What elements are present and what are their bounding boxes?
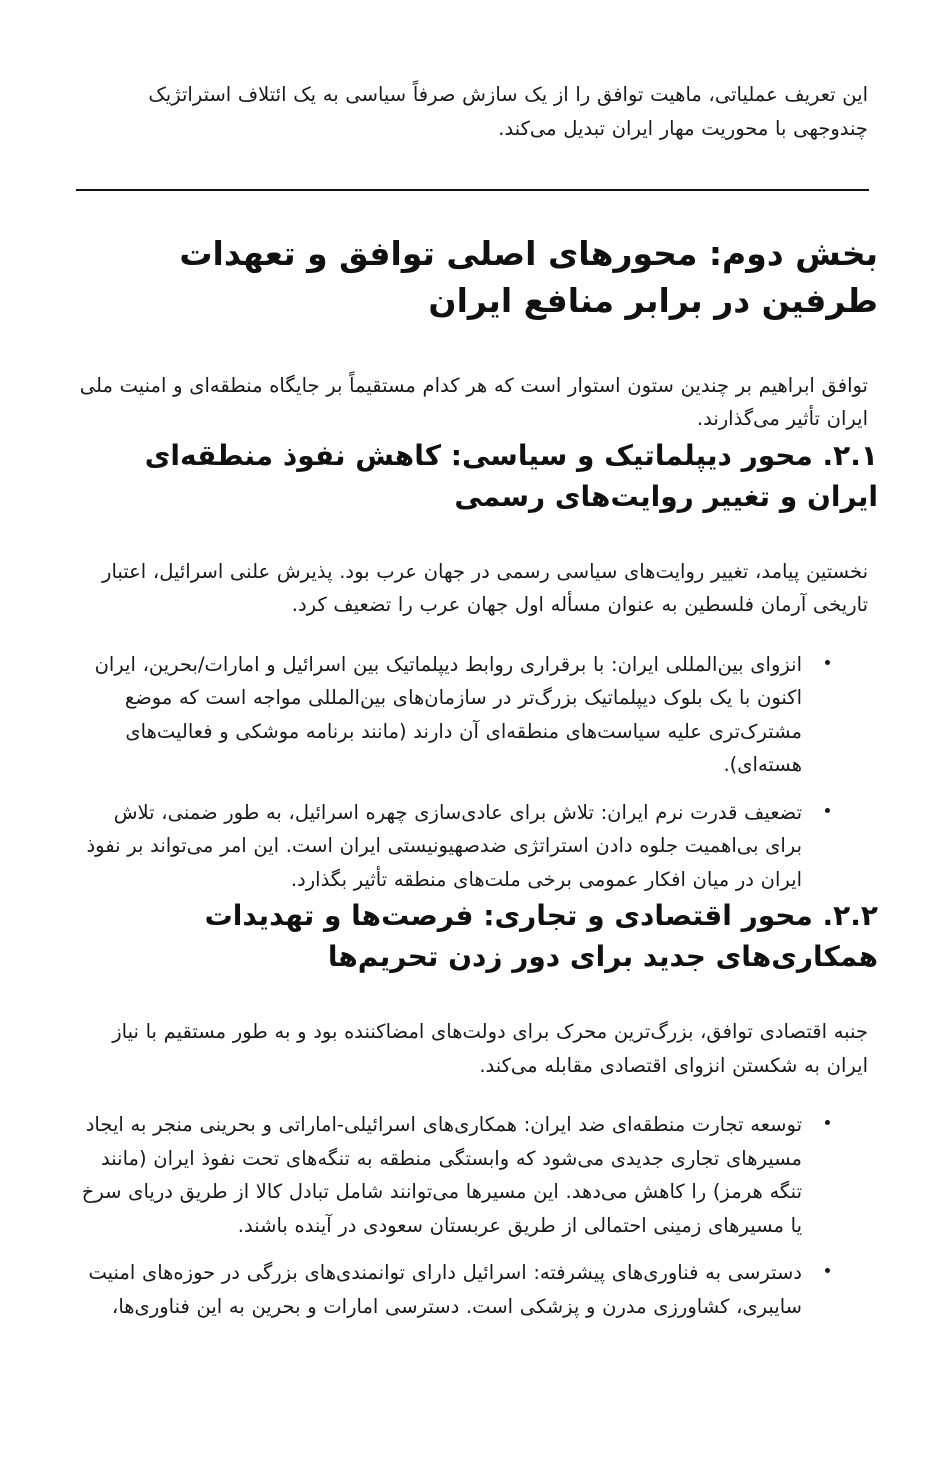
- section-two-heading: بخش دوم: محورهای اصلی توافق و تعهدات طرفین در برابر منافع ایران: [179, 234, 878, 320]
- section-two-paragraph: توافق ابراهیم بر چندین ستون استوار است که هر کدام مستقیماً بر جایگاه منطقه‌ای و امنیت ملی ایران تأثیر می‌گذارند.: [79, 373, 868, 431]
- bullet-icon: [825, 808, 830, 813]
- subsection-2-1-paragraph: نخستین پیامد، تغییر روایت‌های سیاسی رسمی در جهان عرب بود. پذیرش علنی اسرائیل، اعتبار تاریخی آرمان فلسطین به عنوان مسأله اول جهان عرب را تضعیف کرد.: [102, 559, 868, 617]
- bullet-icon: [825, 1268, 830, 1273]
- subsection-2-2-bullet-list: [77, 1108, 868, 1323]
- list-item: [77, 1108, 830, 1242]
- section-divider: [76, 189, 869, 191]
- list-item: [77, 648, 830, 782]
- bullet-icon: [825, 660, 830, 665]
- list-item-text: انزوای بین‌المللی ایران: با برقراری روابط دیپلماتیک بین اسرائیل و امارات/بحرین، ایران اکنون با یک بلوک دیپلماتیک بزرگ‌تر در سازمان‌های بین‌المللی مواجه است که موضع مشترک‌تری علیه سیاست‌های منطقه‌ای آن دارند (مانند برنامه موشکی و فعالیت‌های هسته‌ای).: [94, 652, 802, 777]
- bullet-icon: [825, 1120, 830, 1125]
- list-item-text: توسعه تجارت منطقه‌ای ضد ایران: همکاری‌های اسرائیلی-اماراتی و بحرینی منجر به ایجاد مسیرهای تجاری جدیدی می‌شود که وابستگی منطقه به تنگه‌های تحت نفوذ ایران (مانند تنگه هرمز) را کاهش می‌دهد. این مسیرها می‌توانند شامل تبادل کالا از طریق دریای سرخ یا مسیرهای زمینی احتمالی از طریق عربستان سعودی در آینده باشند.: [81, 1113, 802, 1237]
- list-item-text: دسترسی به فناوری‌های پیشرفته: اسرائیل دارای توانمندی‌های بزرگی در حوزه‌های امنیت سایبری، کشاورزی مدرن و پزشکی است. دسترسی امارات و بحرین به این فناوری‌ها،: [88, 1261, 802, 1318]
- list-item: [77, 1256, 830, 1323]
- subsection-2-2-heading: ۲.۲. محور اقتصادی و تجاری: فرصت‌ها و تهدیدات همکاری‌های جدید برای دور زدن تحریم‌ها: [204, 899, 878, 974]
- intro-paragraph: این تعریف عملیاتی، ماهیت توافق را از یک سازش صرفاً سیاسی به یک ائتلاف استراتژیک چندوجهی با محوریت مهار ایران تبدیل می‌کند.: [148, 83, 868, 140]
- subsection-2-1-bullet-list: [77, 648, 868, 897]
- list-item-text: تضعیف قدرت نرم ایران: تلاش برای عادی‌سازی چهره اسرائیل، به طور ضمنی، تلاش برای بی‌اهمیت جلوه دادن استراتژی ضدصهیونیستی ایران است. این امر می‌تواند بر نفوذ ایران در میان افکار عمومی برخی ملت‌های منطقه تأثیر بگذارد.: [86, 800, 802, 891]
- subsection-2-2-paragraph: جنبه اقتصادی توافق، بزرگ‌ترین محرک برای دولت‌های امضاکننده بود و به طور مستقیم با نیاز ایران به شکستن انزوای اقتصادی مقابله می‌کند.: [112, 1020, 868, 1077]
- list-item: [77, 796, 830, 897]
- subsection-2-1-heading: ۲.۱. محور دیپلماتیک و سیاسی: کاهش نفوذ منطقه‌ای ایران و تغییر روایت‌های رسمی: [144, 438, 878, 513]
